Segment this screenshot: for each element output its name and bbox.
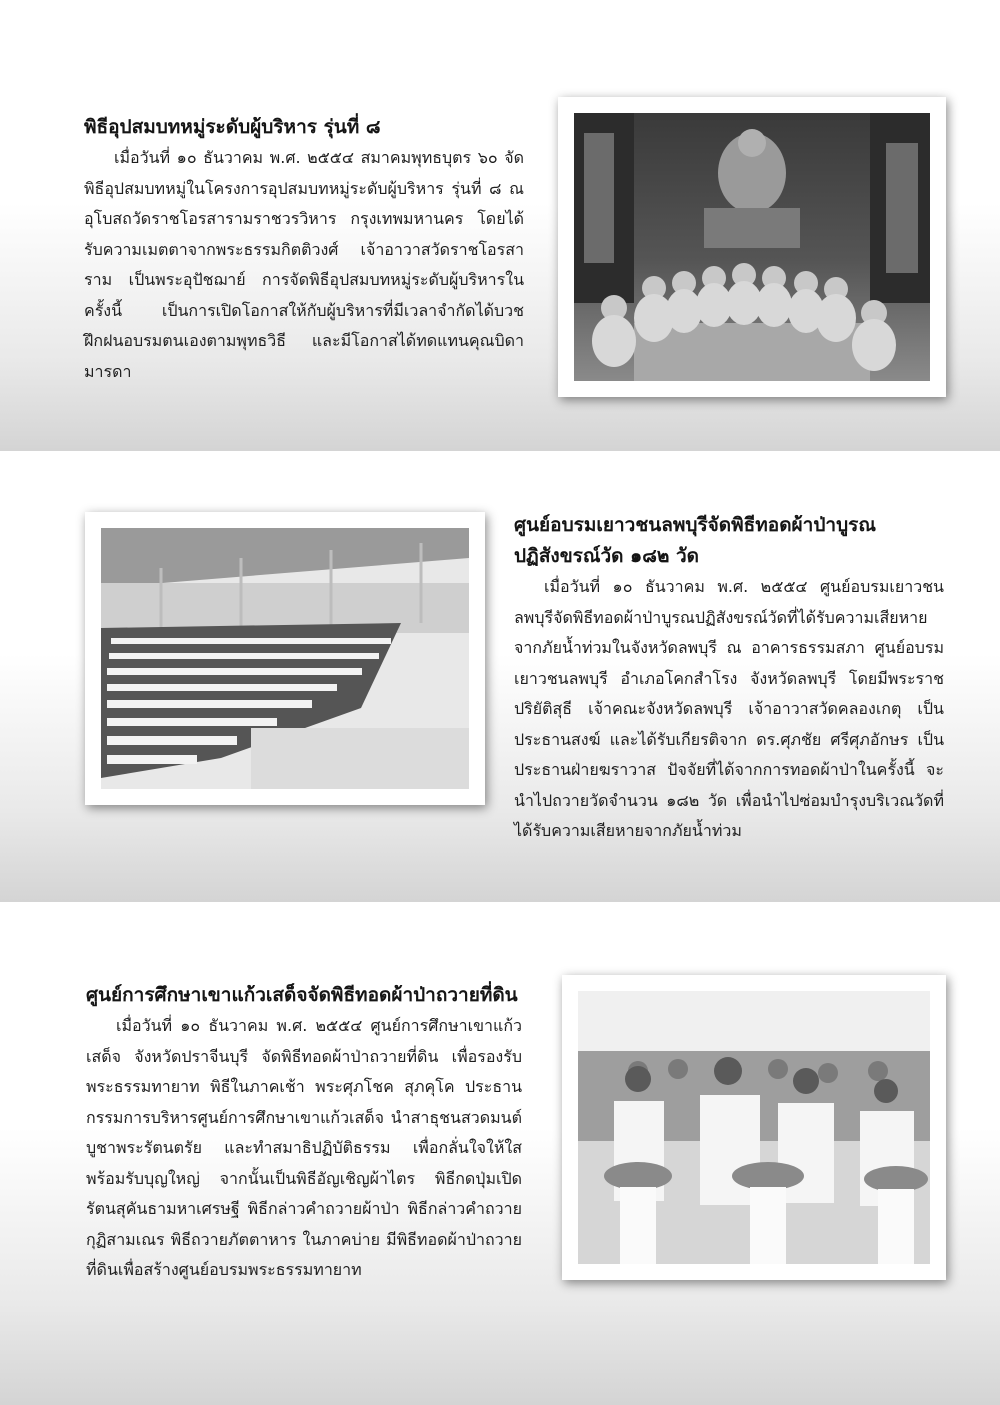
- photo-frame-khao-kaew: [562, 975, 946, 1280]
- photo-monks-in-temple: [574, 113, 930, 381]
- article-body: เมื่อวันที่ ๑๐ ธันวาคม พ.ศ. ๒๕๕๔ ศูนย์การศึกษาเขาแก้วเสด็จ จังหวัดปราจีนบุรี จัดพิธีทอดผ้าป่าถวายที่ดิน เพื่อรองรับพระธรรมทายาท พิธีในภาคเช้า พระศุภโชค สุภคุโค ประธานกรรมการบริหารศูนย์การศึกษาเขาแก้วเสด็จ นำสาธุชนสวดมนต์บูชาพระรัตนตรัย และทำสมาธิปฏิบัติธรรม เพื่อกลั่นใจให้ใสพร้อมรับบุญใหญ่ จากนั้นเป็นพิธีอัญเชิญผ้าไตร พิธีกดปุ่มเปิดรัตนสุคันธามหาเศรษฐี พิธีกล่าวคำถวายผ้าป่า พิธีกล่าวคำถวายกุฏิสามเณร พิธีถวายภัตตาหาร ในภาคบ่าย มีพิธีทอดผ้าป่าถวายที่ดินเพื่อสร้างศูนย์อบรมพระธรรมทายาท: [86, 1016, 522, 1279]
- article-body: เมื่อวันที่ ๑๐ ธันวาคม พ.ศ. ๒๕๕๔ สมาคมพุทธบุตร ๖๐ จัดพิธีอุปสมบทหมู่ในโครงการอุปสมบทหมู่ระดับผู้บริหาร รุ่นที่ ๘ ณ อุโบสถวัดราชโอรสารามราชวรวิหาร กรุงเทพมหานคร โดยได้รับความเมตตาจากพระธรรมกิตติวงศ์ เจ้าอาวาสวัดราชโอรสาราม เป็นพระอุปัชฌาย์ การจัดพิธีอุปสมบทหมู่ระดับผู้บริหารในครั้งนี้ เป็นการเปิดโอกาสให้กับผู้บริหารที่มีเวลาจำกัดได้บวชฝึกฝนอบรมตนเองตามพุทธวิธี และมีโอกาสได้ทดแทนคุณบิดามารดา: [84, 148, 524, 381]
- photo-hall-crowd: [101, 528, 469, 789]
- photo-frame-ordination: [558, 97, 946, 397]
- article-title: พิธีอุปสมบทหมู่ระดับผู้บริหาร รุ่นที่ ๘: [84, 116, 381, 138]
- article-title: ศูนย์อบรมเยาวชนลพบุรีจัดพิธีทอดผ้าป่าบูรณปฏิสังขรณ์วัด ๑๘๒ วัด: [514, 514, 876, 567]
- article-youth-center: [514, 510, 944, 847]
- photo-frame-youth-center: [85, 512, 485, 805]
- photo-ceremony-guests: [578, 991, 930, 1264]
- article-title: ศูนย์การศึกษาเขาแก้วเสด็จจัดพิธีทอดผ้าป่าถวายที่ดิน: [86, 984, 518, 1006]
- article-khao-kaew: [86, 980, 522, 1286]
- article-body: เมื่อวันที่ ๑๐ ธันวาคม พ.ศ. ๒๕๕๔ ศูนย์อบรมเยาวชนลพบุรีจัดพิธีทอดผ้าป่าบูรณปฏิสังขรณ์วัดที่ได้รับความเสียหายจากภัยน้ำท่วมในจังหวัดลพบุรี ณ อาคารธรรมสภา ศูนย์อบรมเยาวชนลพบุรี อำเภอโคกสำโรง จังหวัดลพบุรี โดยมีพระราชปริยัติสุธี เจ้าคณะจังหวัดลพบุรี เจ้าอาวาสวัดคลองเกตุ เป็นประธานสงฆ์ และได้รับเกียรติจาก ดร.ศุภชัย ศรีศุภอักษร เป็นประธานฝ่ายฆราวาส ปัจจัยที่ได้จากการทอดผ้าป่าในครั้งนี้ จะนำไปถวายวัดจำนวน ๑๘๒ วัด เพื่อนำไปซ่อมบำรุงบริเวณวัดที่ได้รับความเสียหายจากภัยน้ำท่วม: [514, 577, 944, 840]
- article-ordination: [84, 112, 524, 387]
